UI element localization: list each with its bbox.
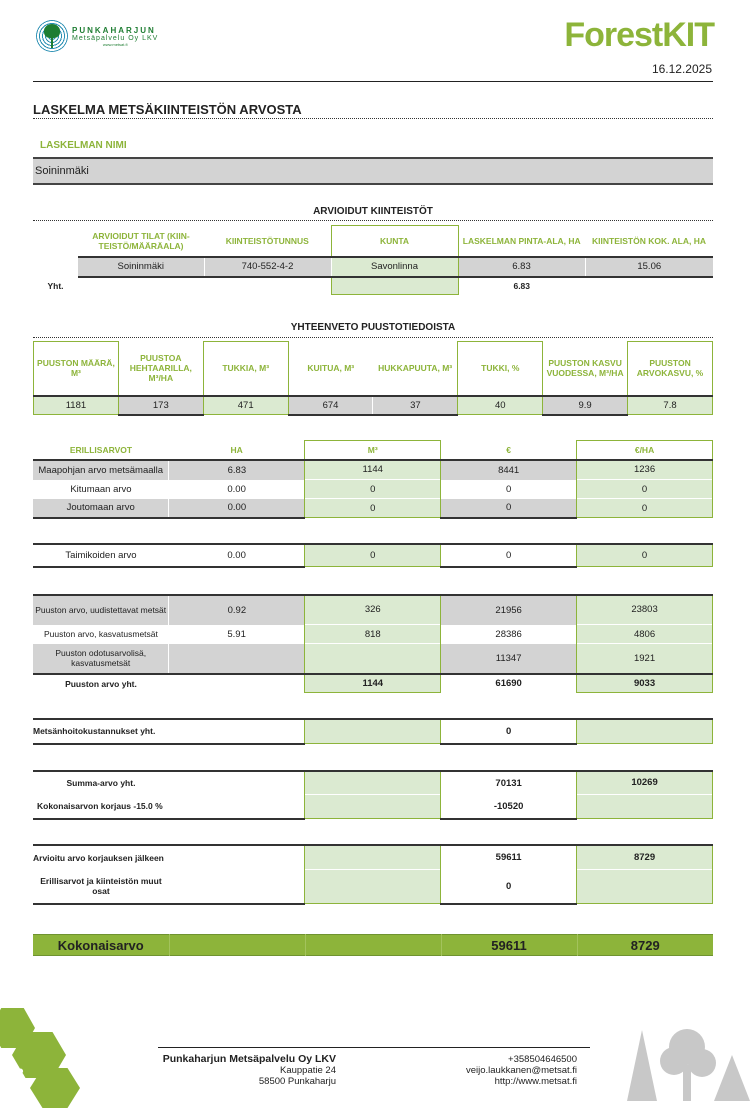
cell: 0.00 xyxy=(169,544,305,567)
grand-total-label: Kokonaisarvo xyxy=(33,935,169,956)
document-date: 16.12.2025 xyxy=(651,62,712,76)
summary-table xyxy=(33,341,713,416)
table-row xyxy=(33,460,713,480)
cell: 0 xyxy=(577,544,713,567)
cell xyxy=(169,674,305,693)
cell: 0 xyxy=(441,870,577,904)
cell: 0.92 xyxy=(169,595,305,625)
cell xyxy=(305,719,441,744)
row-label: Puuston odotusarvolisä, kasvatusmetsät xyxy=(33,644,169,674)
cell: 8729 xyxy=(577,845,713,870)
cell: 7.8 xyxy=(628,396,713,415)
logo-line1: PUNKAHARJUN xyxy=(72,25,156,35)
cell xyxy=(169,644,305,674)
cell: 8441 xyxy=(441,460,577,480)
cell: 9.9 xyxy=(543,396,628,415)
cell: 10269 xyxy=(577,771,713,795)
row-label: Taimikoiden arvo xyxy=(33,544,169,567)
cell: 0 xyxy=(305,499,441,518)
col-header-pulp: KUITUA, M³ xyxy=(307,363,355,373)
footer-address xyxy=(150,1053,336,1087)
cell: Savonlinna xyxy=(331,257,458,277)
cell: 674 xyxy=(288,396,373,415)
summary-divider xyxy=(33,337,713,338)
calculation-name-value: Soininmäki xyxy=(35,165,89,177)
page-number: 2 xyxy=(16,1065,24,1081)
cell: 0 xyxy=(441,719,577,744)
cell: 5.91 xyxy=(227,628,246,640)
cell: 21956 xyxy=(441,595,577,625)
calculation-name-field xyxy=(33,157,713,185)
row-label: Puuston arvo yht. xyxy=(65,678,137,689)
cell xyxy=(577,795,713,819)
row-label: Joutomaan arvo xyxy=(33,499,169,518)
cell: 818 xyxy=(305,625,441,644)
row-label: Kitumaan arvo xyxy=(70,483,132,495)
cell: 37 xyxy=(373,396,458,415)
col-header-logs: TUKKIA, M³ xyxy=(203,342,288,396)
cell xyxy=(577,870,713,904)
table-row xyxy=(33,544,713,567)
col-header-growth: PUUSTON KASVU VUODESSA, M³/HA xyxy=(546,358,624,378)
cell: 0 xyxy=(305,480,441,499)
col-header-volume-per-ha: PUUSTOA HEHTAARILLA, M³/HA xyxy=(129,353,192,383)
row-label: Summa-arvo yht. xyxy=(33,771,169,795)
table-row xyxy=(33,625,713,644)
cell xyxy=(305,845,441,870)
row-label: Puuston arvo, kasvatusmetsät xyxy=(44,629,158,639)
logo-line2: Metsäpalvelu Oy LKV xyxy=(72,34,159,42)
footer-contact xyxy=(400,1054,577,1087)
cell: 6.83 xyxy=(169,460,305,480)
cell xyxy=(305,644,441,674)
cell: 1144 xyxy=(305,674,441,693)
cell xyxy=(577,719,713,744)
cell: 0 xyxy=(441,499,577,518)
cell: 15.06 xyxy=(585,257,713,277)
values-table xyxy=(33,440,713,905)
costs-row xyxy=(33,719,713,744)
col-header-value-growth: PUUSTON ARVOKASVU, % xyxy=(628,342,713,396)
footer-web-link[interactable]: http://www.metsat.fi xyxy=(494,1076,577,1087)
stand-total-row xyxy=(33,674,713,693)
title-divider xyxy=(33,118,713,119)
cell: 6.83 xyxy=(458,257,585,277)
tree-logo-icon xyxy=(36,20,68,52)
cell: 1144 xyxy=(305,460,441,480)
row-label: Kokonaisarvon korjaus -15.0 % xyxy=(33,795,305,819)
cell: 326 xyxy=(305,595,441,625)
properties-table xyxy=(33,225,713,295)
footer-city: 58500 Punkaharju xyxy=(258,1076,336,1087)
grand-total-eur: 59611 xyxy=(441,935,577,956)
cell: 1236 xyxy=(577,460,713,480)
properties-title: ARVIOIDUT KIINTEISTÖT xyxy=(313,206,433,217)
col-header-ha: HA xyxy=(230,444,243,455)
header-divider xyxy=(33,81,713,82)
col-header-property-id: KIINTEISTÖTUNNUS xyxy=(225,235,309,246)
col-header-waste: HUKKAPUUTA, M³ xyxy=(378,363,453,373)
calculation-name-label: LASKELMAN NIMI xyxy=(40,140,127,151)
cell: 0 xyxy=(305,544,441,567)
properties-divider xyxy=(33,220,713,221)
table-row xyxy=(33,480,713,499)
footer-email[interactable]: veijo.laukkanen@metsat.fi xyxy=(465,1065,577,1076)
col-header-separate-values: ERILLISARVOT xyxy=(69,444,133,455)
col-header-eur: € xyxy=(506,444,511,455)
footer-phone: +358504646500 xyxy=(508,1054,577,1065)
row-label: Puuston arvo, uudistettavat metsät xyxy=(33,595,169,625)
cell: 23803 xyxy=(577,595,713,625)
cell: 28386 xyxy=(495,628,522,640)
grand-total-row xyxy=(33,934,713,956)
col-header-eur-per-ha: €/HA xyxy=(577,441,713,460)
logo-line3: www.metsat.fi xyxy=(102,41,128,47)
col-header-total-area: KIINTEISTÖN KOK. ALA, HA xyxy=(592,235,706,246)
cell: 0 xyxy=(577,499,713,518)
cell xyxy=(305,870,441,904)
cell: 40 xyxy=(458,396,543,415)
cell: 59611 xyxy=(441,845,577,870)
table-row xyxy=(33,644,713,674)
cell: -10520 xyxy=(441,795,577,819)
table-row xyxy=(33,499,713,518)
cell: 740-552-4-2 xyxy=(204,257,331,277)
footer-divider xyxy=(158,1047,590,1048)
company-logo xyxy=(36,20,158,52)
cell: 61690 xyxy=(495,678,522,689)
forest-trees-icon xyxy=(622,1025,752,1101)
col-header-volume: PUUSTON MÄÄRÄ, M³ xyxy=(34,342,119,396)
row-label: Metsänhoitokustannukset yht. xyxy=(33,719,305,744)
adjusted-row xyxy=(33,845,713,870)
row-label: Maapohjan arvo metsämaalla xyxy=(33,460,169,480)
total-area: 6.83 xyxy=(513,281,531,291)
footer-company: Punkaharjun Metsäpalvelu Oy LKV xyxy=(162,1053,336,1065)
correction-row xyxy=(33,795,713,819)
sum-row xyxy=(33,771,713,795)
cell xyxy=(305,771,441,795)
summary-values-row xyxy=(34,396,713,415)
table-row xyxy=(33,257,713,277)
footer-street: Kauppatie 24 xyxy=(280,1065,336,1076)
cell: 471 xyxy=(203,396,288,415)
cell: 0 xyxy=(577,480,713,499)
col-header-municipality: KUNTA xyxy=(331,226,458,257)
total-label: Yht. xyxy=(47,280,64,291)
brand-logo: ForestKIT xyxy=(564,16,714,54)
cell: 0 xyxy=(441,544,577,567)
cell: 1181 xyxy=(34,396,119,415)
page-title: LASKELMA METSÄKIINTEISTÖN ARVOSTA xyxy=(33,102,302,117)
other-parts-row xyxy=(33,870,713,904)
cell: 4806 xyxy=(577,625,713,644)
col-header-properties: ARVIOIDUT TILAT (KIIN-TEISTÖ/MÄÄRÄALA) xyxy=(92,230,190,251)
row-label: Arvioitu arvo korjauksen jälkeen xyxy=(33,845,305,870)
summary-title: YHTEENVETO PUUSTOTIEDOISTA xyxy=(290,322,456,333)
grand-total-eur-per-ha: 8729 xyxy=(630,937,660,953)
cell: 0.00 xyxy=(169,499,305,518)
cell: 0 xyxy=(505,483,512,495)
col-header-calc-area: LASKELMAN PINTA-ALA, HA xyxy=(462,235,581,246)
cell: 1921 xyxy=(577,644,713,674)
cell: 173 xyxy=(118,396,203,415)
cell: 9033 xyxy=(577,674,713,693)
total-row xyxy=(33,277,713,295)
col-header-log-pct: TUKKI, % xyxy=(458,342,543,396)
cell: 11347 xyxy=(441,644,577,674)
row-label: Erillisarvot ja kiinteistön muut osat xyxy=(33,870,169,904)
cell: Soininmäki xyxy=(78,257,204,277)
table-row xyxy=(33,595,713,625)
cell: 70131 xyxy=(441,771,577,795)
cell xyxy=(305,795,441,819)
cell: 0.00 xyxy=(227,483,246,495)
col-header-m3: M³ xyxy=(305,441,441,460)
